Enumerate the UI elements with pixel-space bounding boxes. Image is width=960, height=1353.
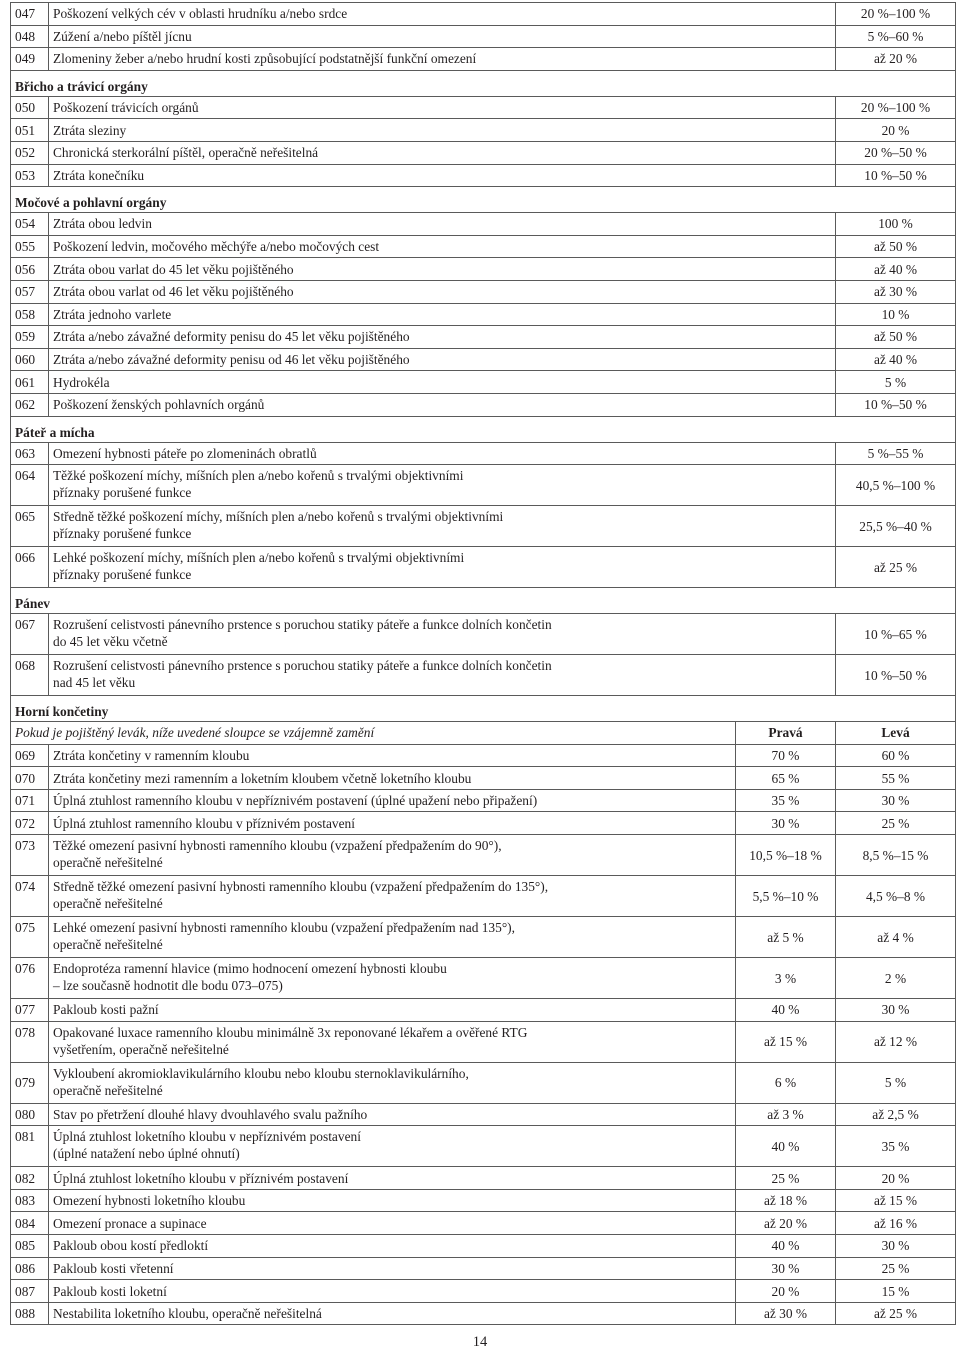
left-arm-value: až 2,5 % [836,1103,956,1126]
item-description [49,835,736,876]
table-row [11,1302,956,1325]
item-number: 070 [11,767,49,790]
description-line: Pakloub kosti pažní [53,1002,159,1018]
table-row [11,917,956,958]
table-row [11,1189,956,1212]
table-row [11,393,956,416]
table-row [11,465,956,506]
percentage-value: 10 %–50 % [836,393,956,416]
section-title: Břicho a trávicí orgány [11,70,956,96]
description-line: Omezení hybnosti páteře po zlomeninách obratlů [53,445,317,461]
injury-table [10,2,956,1325]
table-row [11,258,956,281]
item-number: 077 [11,999,49,1022]
item-description [49,442,836,465]
right-arm-value: 65 % [736,767,836,790]
table-row [11,1257,956,1280]
right-arm-value: 20 % [736,1280,836,1303]
right-arm-value: až 18 % [736,1189,836,1212]
description-line: Lehké poškození míchy, míšních plen a/nebo kořenů s trvalými objektivními [53,550,465,566]
table-row [11,614,956,655]
table-row [11,789,956,812]
item-number: 062 [11,393,49,416]
page-number: 14 [472,1334,488,1350]
column-header-right: Pravá [736,722,836,745]
table-row [11,958,956,999]
item-description [49,213,836,236]
description-line: Chronická sterkorální píštěl, operačně neřešitelná [53,145,319,161]
item-description [49,744,736,767]
item-description [49,547,836,588]
item-description [49,1302,736,1325]
table-row [11,371,956,394]
left-arm-value: až 4 % [836,917,956,958]
description-line: Zlomeniny žeber a/nebo hrudní kosti způsobující podstatnější funkční omezení [53,51,477,67]
item-number: 068 [11,655,49,696]
percentage-value: 10 % [836,303,956,326]
item-description [49,141,836,164]
percentage-value: 100 % [836,213,956,236]
section-heading-row [11,416,956,442]
percentage-value: až 20 % [836,48,956,71]
table-row [11,876,956,917]
description-line: Úplná ztuhlost ramenního kloubu v příznivém postavení [53,815,355,831]
table-row [11,1103,956,1126]
left-handed-note-row [11,722,956,745]
description-line: Úplná ztuhlost loketního kloubu v příznivém postavení [53,1170,349,1186]
table-row [11,3,956,26]
description-line: Opakované luxace ramenního kloubu minimálně 3x reponované lékařem a ověřené RTG [53,1024,528,1040]
description-line: Ztráta obou ledvin [53,216,152,232]
percentage-value: až 40 % [836,258,956,281]
item-description [49,999,736,1022]
left-arm-value: 5 % [836,1062,956,1103]
section-title: Pánev [11,588,956,614]
description-line-2: operačně neřešitelné [53,937,163,953]
item-number: 050 [11,96,49,119]
percentage-value: 20 %–100 % [836,96,956,119]
percentage-value: až 50 % [836,326,956,349]
table-row [11,25,956,48]
right-arm-value: až 3 % [736,1103,836,1126]
item-number: 064 [11,465,49,506]
percentage-value: 10 %–50 % [836,164,956,187]
item-description [49,1257,736,1280]
description-line: Středně těžké omezení pasivní hybnosti ramenního kloubu (vzpažení předpažením do 135°), [53,879,549,895]
item-description [49,1235,736,1258]
left-arm-value: 30 % [836,999,956,1022]
item-number: 067 [11,614,49,655]
left-arm-value: až 25 % [836,1302,956,1325]
left-arm-value: 20 % [836,1167,956,1190]
description-line-2: příznaky porušené funkce [53,567,192,583]
table-row [11,835,956,876]
item-description [49,1021,736,1062]
item-description [49,1062,736,1103]
description-line: Ztráta obou varlat do 45 let věku pojištěného [53,261,294,277]
right-arm-value: 3 % [736,958,836,999]
item-number: 084 [11,1212,49,1235]
item-number: 078 [11,1021,49,1062]
percentage-value: 5 % [836,371,956,394]
left-arm-value: 30 % [836,789,956,812]
item-description [49,96,836,119]
section-heading-row [11,70,956,96]
item-number: 058 [11,303,49,326]
right-arm-value: 5,5 %–10 % [736,876,836,917]
description-line: Stav po přetržení dlouhé hlavy dvouhlavého svalu pažního [53,1106,368,1122]
percentage-value: až 25 % [836,547,956,588]
item-description [49,614,836,655]
description-line: Poškození ledvin, močového měchýře a/nebo močových cest [53,239,380,255]
description-line: Ztráta končetiny mezi ramenním a loketním kloubem včetně loketního kloubu [53,770,472,786]
percentage-value: 20 %–100 % [836,3,956,26]
description-line-2: vyšetřením, operačně neřešitelné [53,1041,229,1057]
item-number: 055 [11,235,49,258]
right-arm-value: 6 % [736,1062,836,1103]
right-arm-value: až 15 % [736,1021,836,1062]
item-description [49,1126,736,1167]
description-line: Pakloub kosti loketní [53,1283,167,1299]
item-number: 083 [11,1189,49,1212]
left-arm-value: 25 % [836,1257,956,1280]
table-row [11,326,956,349]
right-arm-value: 40 % [736,1126,836,1167]
description-line: Těžké poškození míchy, míšních plen a/nebo kořenů s trvalými objektivními [53,468,464,484]
item-description [49,1212,736,1235]
description-line: Rozrušení celistvosti pánevního prstence s poruchou statiky páteře a funkce dolních končetin [53,617,552,633]
section-title: Horní končetiny [11,696,956,722]
description-line-2: – lze současně hodnotit dle bodu 073–075) [53,978,283,994]
table-row [11,96,956,119]
item-number: 073 [11,835,49,876]
left-arm-value: 55 % [836,767,956,790]
column-header-left: Levá [836,722,956,745]
right-arm-value: 40 % [736,999,836,1022]
item-number: 086 [11,1257,49,1280]
item-number: 061 [11,371,49,394]
table-row [11,547,956,588]
item-description [49,465,836,506]
description-line-2: (úplné natažení nebo úplné ohnutí) [53,1146,240,1162]
section-heading-row [11,696,956,722]
section-heading-row [11,187,956,213]
item-description [49,1167,736,1190]
right-arm-value: 30 % [736,1257,836,1280]
item-description [49,235,836,258]
table-row [11,303,956,326]
item-number: 087 [11,1280,49,1303]
description-line: Pakloub kosti vřetenní [53,1260,174,1276]
item-number: 066 [11,547,49,588]
table-row [11,812,956,835]
item-number: 047 [11,3,49,26]
description-line: Endoprotéza ramenní hlavice (mimo hodnocení omezení hybnosti kloubu [53,961,447,977]
item-number: 072 [11,812,49,835]
item-description [49,25,836,48]
item-number: 051 [11,119,49,142]
description-line-2: operačně neřešitelné [53,855,163,871]
right-arm-value: 30 % [736,812,836,835]
left-arm-value: 35 % [836,1126,956,1167]
item-number: 074 [11,876,49,917]
item-number: 088 [11,1302,49,1325]
description-line-2: operačně neřešitelné [53,896,163,912]
percentage-value: 5 %–55 % [836,442,956,465]
item-number: 065 [11,506,49,547]
percentage-value: až 30 % [836,280,956,303]
table-row [11,1212,956,1235]
item-description [49,1280,736,1303]
item-description [49,958,736,999]
table-row [11,1235,956,1258]
table-row [11,744,956,767]
item-description [49,812,736,835]
percentage-value: až 50 % [836,235,956,258]
item-number: 079 [11,1062,49,1103]
table-row [11,141,956,164]
description-line: Nestabilita loketního kloubu, operačně neřešitelná [53,1306,322,1322]
item-number: 052 [11,141,49,164]
description-line: Ztráta jednoho varlete [53,306,172,322]
left-arm-value: 30 % [836,1235,956,1258]
left-arm-value: 4,5 %–8 % [836,876,956,917]
description-line-2: příznaky porušené funkce [53,526,192,542]
table-row [11,348,956,371]
table-row [11,213,956,236]
item-description [49,767,736,790]
description-line-2: do 45 let věku včetně [53,634,168,650]
item-number: 082 [11,1167,49,1190]
item-description [49,326,836,349]
description-line: Poškození trávicích orgánů [53,100,199,116]
item-number: 054 [11,213,49,236]
left-arm-value: 60 % [836,744,956,767]
table-row [11,280,956,303]
description-line: Těžké omezení pasivní hybnosti ramenního kloubu (vzpažení předpažením do 90°), [53,838,502,854]
right-arm-value: 10,5 %–18 % [736,835,836,876]
right-arm-value: 25 % [736,1167,836,1190]
percentage-value: 10 %–65 % [836,614,956,655]
left-handed-note: Pokud je pojištěný levák, níže uvedené sloupce se vzájemně zamění [11,722,736,745]
table-row [11,767,956,790]
percentage-value: 20 % [836,119,956,142]
item-description [49,371,836,394]
description-line: Ztráta a/nebo závažné deformity penisu od 46 let věku pojištěného [53,352,410,368]
table-row [11,1126,956,1167]
item-description [49,119,836,142]
table-row [11,655,956,696]
section-title: Močové a pohlavní orgány [11,187,956,213]
item-number: 056 [11,258,49,281]
description-line: Pakloub obou kostí předloktí [53,1238,209,1254]
table-row [11,119,956,142]
percentage-value: až 40 % [836,348,956,371]
section-title: Páteř a mícha [11,416,956,442]
description-line-2: nad 45 let věku [53,675,136,691]
left-arm-value: až 16 % [836,1212,956,1235]
description-line: Omezení pronace a supinace [53,1215,207,1231]
item-description [49,1103,736,1126]
item-number: 057 [11,280,49,303]
table-row [11,442,956,465]
right-arm-value: 35 % [736,789,836,812]
right-arm-value: až 20 % [736,1212,836,1235]
description-line: Ztráta končetiny v ramenním kloubu [53,747,250,763]
right-arm-value: 40 % [736,1235,836,1258]
left-arm-value: 25 % [836,812,956,835]
right-arm-value: až 5 % [736,917,836,958]
item-number: 049 [11,48,49,71]
item-description [49,917,736,958]
description-line: Poškození velkých cév v oblasti hrudníku a/nebo srdce [53,6,348,22]
left-arm-value: až 15 % [836,1189,956,1212]
percentage-value: 40,5 %–100 % [836,465,956,506]
description-line: Ztráta konečníku [53,167,145,183]
table-row [11,1167,956,1190]
table-row [11,999,956,1022]
item-description [49,303,836,326]
item-number: 060 [11,348,49,371]
right-arm-value: až 30 % [736,1302,836,1325]
item-number: 059 [11,326,49,349]
item-description [49,876,736,917]
item-description [49,393,836,416]
percentage-value: 25,5 %–40 % [836,506,956,547]
description-line: Úplná ztuhlost ramenního kloubu v nepříznivém postavení (úplné upažení nebo připažení) [53,793,538,809]
description-line: Ztráta obou varlat od 46 let věku pojištěného [53,284,294,300]
description-line: Středně těžké poškození míchy, míšních plen a/nebo kořenů s trvalými objektivními [53,509,504,525]
item-description [49,655,836,696]
item-description [49,789,736,812]
item-number: 085 [11,1235,49,1258]
description-line: Úplná ztuhlost loketního kloubu v nepříznivém postavení [53,1129,361,1145]
description-line: Rozrušení celistvosti pánevního prstence s poruchou statiky páteře a funkce dolních končetin [53,658,552,674]
percentage-value: 20 %–50 % [836,141,956,164]
left-arm-value: 15 % [836,1280,956,1303]
item-number: 069 [11,744,49,767]
description-line: Ztráta sleziny [53,122,127,138]
item-number: 076 [11,958,49,999]
table-row [11,1280,956,1303]
left-arm-value: 8,5 %–15 % [836,835,956,876]
right-arm-value: 70 % [736,744,836,767]
description-line: Lehké omezení pasivní hybnosti ramenního kloubu (vzpažení předpažením nad 135°), [53,920,515,936]
item-description [49,164,836,187]
table-row [11,506,956,547]
item-number: 053 [11,164,49,187]
description-line-2: operačně neřešitelné [53,1082,163,1098]
description-line-2: příznaky porušené funkce [53,485,192,501]
item-description [49,3,836,26]
description-line: Poškození ženských pohlavních orgánů [53,397,265,413]
left-arm-value: až 12 % [836,1021,956,1062]
table-row [11,1021,956,1062]
item-number: 071 [11,789,49,812]
description-line: Ztráta a/nebo závažné deformity penisu do 45 let věku pojištěného [53,329,410,345]
item-number: 063 [11,442,49,465]
item-number: 080 [11,1103,49,1126]
description-line: Vykloubení akromioklavikulárního kloubu nebo kloubu sternoklavikulárního, [53,1065,469,1081]
table-row [11,164,956,187]
item-description [49,258,836,281]
percentage-value: 5 %–60 % [836,25,956,48]
item-description [49,506,836,547]
item-number: 048 [11,25,49,48]
item-description [49,280,836,303]
description-line: Omezení hybnosti loketního kloubu [53,1193,246,1209]
description-line: Zúžení a/nebo píštěl jícnu [53,28,192,44]
table-row [11,1062,956,1103]
item-number: 081 [11,1126,49,1167]
item-description [49,348,836,371]
item-description [49,48,836,71]
item-number: 075 [11,917,49,958]
left-arm-value: 2 % [836,958,956,999]
section-heading-row [11,588,956,614]
table-row [11,48,956,71]
item-description [49,1189,736,1212]
percentage-value: 10 %–50 % [836,655,956,696]
table-row [11,235,956,258]
description-line: Hydrokéla [53,374,110,390]
